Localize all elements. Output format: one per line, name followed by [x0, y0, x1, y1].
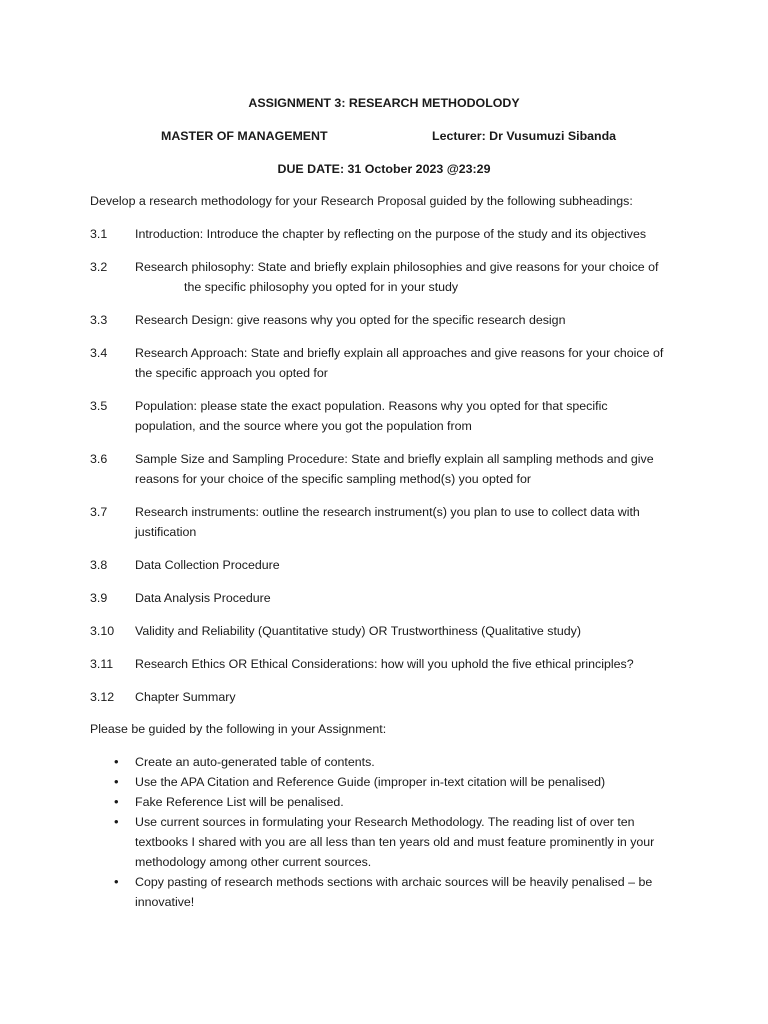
subheading-item: [90, 310, 690, 330]
subheading-number: 3.5: [90, 399, 108, 413]
subheading-number: 3.7: [90, 505, 108, 519]
subheadings-list: [90, 224, 690, 720]
subheading-text: Research Approach: State and briefly explain all approaches and give reasons for your choice of: [135, 346, 664, 360]
subheading-text: Population: please state the exact population. Reasons why you opted for that specific: [135, 399, 608, 413]
subheading-text-continued: population, and the source where you got the population from: [135, 419, 472, 433]
subheading-text-continued: the specific philosophy you opted for in your study: [184, 280, 459, 294]
guidance-list: [90, 752, 690, 912]
guidance-text: Create an auto-generated table of contents.: [135, 755, 375, 769]
intro-paragraph: Develop a research methodology for your Research Proposal guided by the following subheadings:: [90, 194, 633, 208]
subheading-text: Research instruments: outline the research instrument(s) you plan to use to collect data with: [135, 505, 640, 519]
guidance-text: Copy pasting of research methods sections with archaic sources will be heavily penalised – be: [135, 875, 653, 889]
subheading-item: [90, 687, 690, 707]
subheading-item: [90, 621, 690, 641]
subheading-item: [90, 396, 690, 436]
guidance-item: [90, 812, 690, 872]
guidance-text: Use the APA Citation and Reference Guide (improper in-text citation will be penalised): [135, 775, 606, 789]
subheading-number: 3.6: [90, 452, 108, 466]
guidance-item: [90, 772, 690, 792]
guidance-text-continued: textbooks I shared with you are all less than ten years old and must feature prominently in your: [135, 835, 655, 849]
bullet-icon: •: [114, 754, 119, 769]
subheading-text: Validity and Reliability (Quantitative study) OR Trustworthiness (Qualitative study): [135, 624, 582, 638]
subheading-text-continued: justification: [135, 525, 197, 539]
guidance-item: [90, 792, 690, 812]
subheading-number: 3.3: [90, 313, 108, 327]
subheading-number: 3.4: [90, 346, 108, 360]
bullet-icon: •: [114, 794, 119, 809]
subheading-item: [90, 502, 690, 542]
subheading-item: [90, 224, 690, 244]
subheading-item: [90, 588, 690, 608]
subheading-text: Research philosophy: State and briefly explain philosophies and give reasons for your choice of: [135, 260, 659, 274]
subheading-number: 3.10: [90, 624, 115, 638]
guidance-text: Fake Reference List will be penalised.: [135, 795, 344, 809]
subheading-text: Research Design: give reasons why you opted for the specific research design: [135, 313, 566, 327]
subheading-number: 3.8: [90, 558, 108, 572]
guidance-text-continued: methodology among other current sources.: [135, 855, 372, 869]
subheading-item: [90, 343, 690, 383]
subheading-text: Chapter Summary: [135, 690, 236, 704]
subheading-number: 3.9: [90, 591, 108, 605]
subheading-text: Sample Size and Sampling Procedure: State and briefly explain all sampling methods and give: [135, 452, 654, 466]
guidance-text: Use current sources in formulating your Research Methodology. The reading list of over ten: [135, 815, 635, 829]
due-date: DUE DATE: 31 October 2023 @23:29: [277, 162, 491, 176]
subheading-item: [90, 257, 690, 297]
subheading-text: Introduction: Introduce the chapter by reflecting on the purpose of the study and its objectives: [135, 227, 647, 241]
subheading-number: 3.2: [90, 260, 108, 274]
guidance-item: [90, 752, 690, 772]
subheading-item: [90, 654, 690, 674]
bullet-icon: •: [114, 774, 119, 789]
subheading-number: 3.12: [90, 690, 115, 704]
subheading-number: 3.11: [90, 657, 114, 671]
subheading-item: [90, 555, 690, 575]
bullet-icon: •: [114, 874, 119, 889]
subheading-text-continued: the specific approach you opted for: [135, 366, 328, 380]
subheading-number: 3.1: [90, 227, 108, 241]
subheading-text-continued: reasons for your choice of the specific sampling method(s) you opted for: [135, 472, 532, 486]
guidance-item: [90, 872, 690, 912]
subheading-text: Data Collection Procedure: [135, 558, 280, 572]
programme-name: MASTER OF MANAGEMENT: [161, 129, 328, 143]
bullet-icon: •: [114, 814, 119, 829]
subheading-item: [90, 449, 690, 489]
guidance-text-continued: innovative!: [135, 895, 195, 909]
subheading-text: Research Ethics OR Ethical Considerations: how will you uphold the five ethical principles?: [135, 657, 634, 671]
subheading-text: Data Analysis Procedure: [135, 591, 271, 605]
lecturer-name: Lecturer: Dr Vusumuzi Sibanda: [432, 129, 617, 143]
assignment-title: ASSIGNMENT 3: RESEARCH METHODOLODY: [248, 96, 520, 110]
guidance-heading: Please be guided by the following in your Assignment:: [90, 722, 387, 736]
